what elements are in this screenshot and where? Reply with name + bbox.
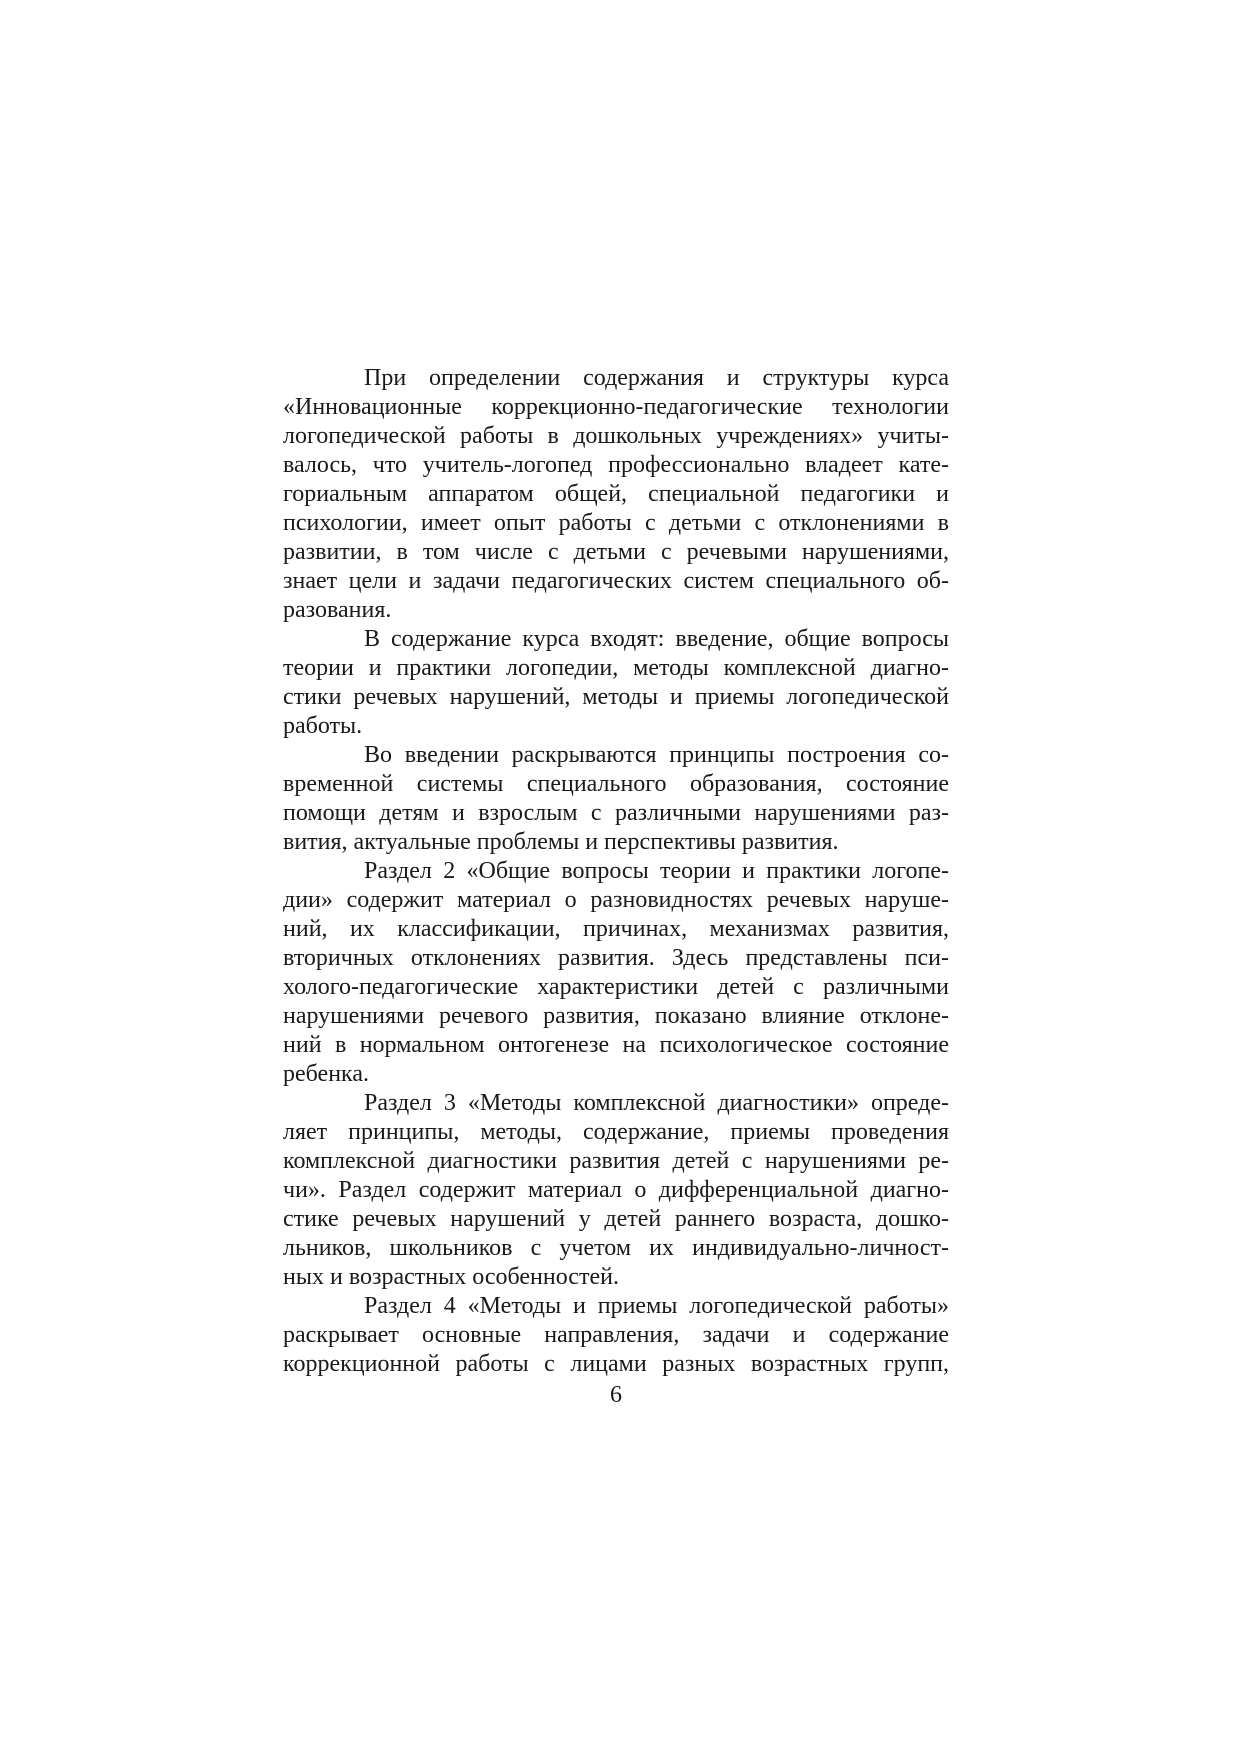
text-line: льников, школьников с учетом их индивидуально-личност- xyxy=(283,1235,949,1261)
paragraph xyxy=(283,1292,949,1379)
text-line: Во введении раскрываются принципы построения со- xyxy=(364,742,949,768)
text-line: стике речевых нарушений у детей раннего возраста, дошко- xyxy=(283,1206,949,1232)
text-line: вторичных отклонениях развития. Здесь представлены пси- xyxy=(283,945,949,971)
text-line: развитии, в том числе с детьми с речевыми нарушениями, xyxy=(283,539,949,565)
text-line: Раздел 3 «Методы комплексной диагностики» опреде- xyxy=(364,1090,949,1116)
text-line: Раздел 2 «Общие вопросы теории и практики логопе- xyxy=(364,858,949,884)
body-text xyxy=(283,364,949,1379)
text-line: работы. xyxy=(283,713,363,739)
text-line: При определении содержания и структуры курса xyxy=(364,365,949,391)
text-line: Раздел 4 «Методы и приемы логопедической работы» xyxy=(364,1293,949,1319)
text-line: разования. xyxy=(283,597,392,623)
text-line: коррекционной работы с лицами разных возрастных групп, xyxy=(283,1351,949,1377)
text-line: логопедической работы в дошкольных учреждениях» учиты- xyxy=(283,423,949,449)
text-line: стики речевых нарушений, методы и приемы логопедической xyxy=(283,684,949,710)
paragraph xyxy=(283,741,949,857)
text-line: В содержание курса входят: введение, общие вопросы xyxy=(364,626,949,652)
text-line: ляет принципы, методы, содержание, приемы проведения xyxy=(283,1119,949,1145)
text-line: валось, что учитель-логопед профессионально владеет кате- xyxy=(283,452,949,478)
text-line: помощи детям и взрослым с различными нарушениями раз- xyxy=(283,800,949,826)
paragraph xyxy=(283,364,949,625)
text-line: знает цели и задачи педагогических систем специального об- xyxy=(283,568,949,594)
text-line: раскрывает основные направления, задачи и содержание xyxy=(283,1322,949,1348)
text-line: теории и практики логопедии, методы комплексной диагно- xyxy=(283,655,949,681)
text-line: гориальным аппаратом общей, специальной педагогики и xyxy=(283,481,949,507)
text-line: временной системы специального образования, состояние xyxy=(283,771,949,797)
text-line: чи». Раздел содержит материал о дифференциальной диагно- xyxy=(283,1177,949,1203)
text-line: дии» содержит материал о разновидностях речевых наруше- xyxy=(283,887,949,913)
text-line: вития, актуальные проблемы и перспективы развития. xyxy=(283,829,839,855)
text-line: «Инновационные коррекционно-педагогические технологии xyxy=(283,394,949,420)
text-line: холого-педагогические характеристики детей с различными xyxy=(283,974,949,1000)
text-line: психологии, имеет опыт работы с детьми с отклонениями в xyxy=(283,510,949,536)
text-line: ребенка. xyxy=(283,1061,369,1087)
page-number: 6 xyxy=(610,1382,622,1408)
text-line: комплексной диагностики развития детей с нарушениями ре- xyxy=(283,1148,949,1174)
text-line: ных и возрастных особенностей. xyxy=(283,1264,619,1290)
paragraph xyxy=(283,857,949,1089)
text-line: нарушениями речевого развития, показано влияние отклоне- xyxy=(283,1003,949,1029)
paragraph xyxy=(283,625,949,741)
text-line: ний, их классификации, причинах, механизмах развития, xyxy=(283,916,949,942)
text-line: ний в нормальном онтогенезе на психологическое состояние xyxy=(283,1032,949,1058)
paragraph xyxy=(283,1089,949,1292)
